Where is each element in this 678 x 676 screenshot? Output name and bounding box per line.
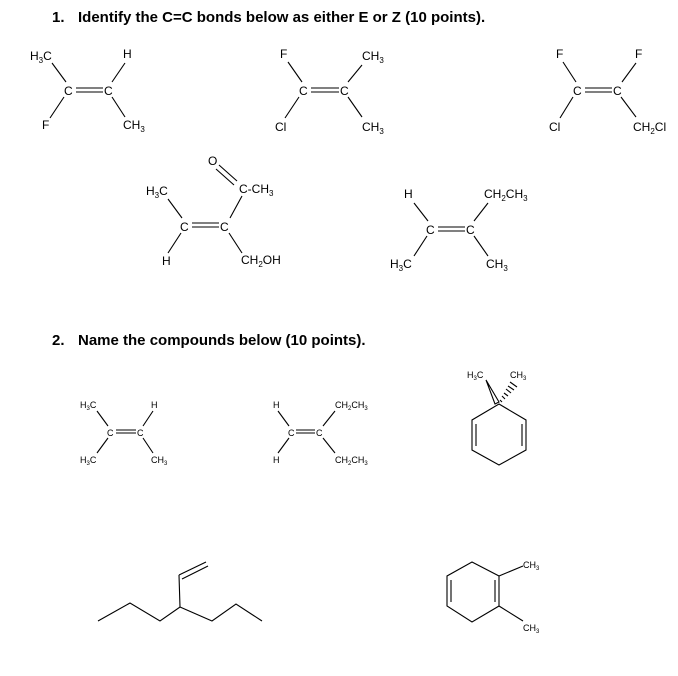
- vinyl-double-b: [182, 566, 208, 579]
- label-c2: C: [340, 84, 349, 98]
- question-2-text: Name the compounds below (10 points).: [78, 332, 366, 349]
- label-c1: C: [288, 428, 295, 438]
- bond: [474, 236, 488, 256]
- label-ch2ch3: $CH_2CH_3$: [335, 455, 368, 467]
- q1-molecule-2: [275, 47, 384, 136]
- bond: [278, 411, 289, 426]
- ring: [447, 562, 499, 622]
- label-h3c: $H_3C$: [467, 370, 484, 382]
- label-ch3: $CH_3$: [486, 257, 508, 273]
- carbonyl-b: [216, 169, 234, 185]
- bond: [414, 236, 427, 256]
- bond: [112, 63, 125, 82]
- bond: [168, 199, 182, 218]
- label-c1: C: [573, 84, 582, 98]
- label-c2: C: [220, 220, 229, 234]
- label-c2: C: [613, 84, 622, 98]
- bond: [229, 233, 242, 253]
- bond: [97, 438, 108, 453]
- bond: [288, 62, 302, 82]
- label-h3c: $H_3C$: [30, 49, 52, 65]
- label-c1: C: [107, 428, 114, 438]
- label-f: F: [635, 47, 643, 61]
- bond: [348, 97, 362, 117]
- label-f: F: [280, 47, 288, 61]
- label-ch3: $CH_3$: [362, 49, 384, 65]
- label-c1: C: [426, 223, 435, 237]
- label-f: F: [556, 47, 564, 61]
- question-1-text: Identify the C=C bonds below as either E or Z (10 points).: [78, 9, 486, 26]
- bond: [97, 411, 108, 426]
- methyl-bond: [499, 566, 523, 576]
- label-c1: C: [64, 84, 73, 98]
- question-2-number: 2.: [52, 332, 65, 349]
- bond: [143, 411, 153, 426]
- label-o: O: [208, 154, 218, 168]
- label-cl: Cl: [549, 120, 561, 134]
- q1-molecule-4: [146, 154, 281, 269]
- label-h3c: $H_3C$: [80, 400, 97, 412]
- q2-molecule-1: [80, 400, 168, 467]
- bond: [621, 97, 636, 117]
- label-ch3: $CH_3$: [523, 623, 540, 635]
- q1-molecule-1: [30, 47, 145, 134]
- label-c2: C: [316, 428, 323, 438]
- bond: [622, 63, 636, 82]
- label-h: H: [162, 254, 171, 268]
- methyl-bond: [499, 606, 523, 621]
- q2-molecule-3: [467, 370, 527, 465]
- q2-molecule-4: [98, 562, 262, 621]
- bond: [560, 97, 573, 118]
- q1-molecule-3: [549, 47, 666, 136]
- q2-molecule-2: [273, 400, 368, 467]
- branch-bond: [179, 575, 180, 607]
- bond: [474, 203, 488, 221]
- label-h3c: $H_3C$: [146, 184, 168, 200]
- bond: [414, 203, 428, 221]
- label-c2: C: [104, 84, 113, 98]
- bond: [285, 97, 299, 118]
- label-ch2oh: $CH_2OH$: [241, 253, 281, 269]
- label-h: H: [273, 455, 280, 465]
- label-h: H: [123, 47, 132, 61]
- bond: [563, 62, 576, 82]
- bond: [348, 65, 362, 82]
- bond: [52, 63, 66, 82]
- hash-bond: [500, 382, 517, 402]
- label-ch2ch3: $CH_2CH_3$: [484, 187, 528, 203]
- label-h3c: $H_3C$: [390, 257, 412, 273]
- bond: [50, 97, 64, 118]
- label-ch3: $CH_3$: [362, 120, 384, 136]
- bond: [323, 438, 335, 453]
- bond: [230, 196, 242, 218]
- label-c2: C: [137, 428, 144, 438]
- label-h3c: $H_3C$: [80, 455, 97, 467]
- label-h: H: [273, 400, 280, 410]
- label-h: H: [151, 400, 158, 410]
- q1-molecule-5: [390, 187, 528, 273]
- label-c1: C: [180, 220, 189, 234]
- bond: [112, 97, 125, 117]
- bond: [323, 411, 335, 426]
- question-1-number: 1.: [52, 9, 65, 26]
- label-ch3: $CH_3$: [123, 118, 145, 134]
- label-c1: C: [299, 84, 308, 98]
- wedge-bond: [486, 380, 499, 404]
- label-ch2cl: $CH_2Cl$: [633, 120, 667, 136]
- bond: [278, 438, 289, 453]
- bond: [168, 233, 181, 253]
- label-ch3: $CH_3$: [151, 455, 168, 467]
- label-h: H: [404, 187, 413, 201]
- carbonyl-a: [219, 165, 237, 181]
- label-f: F: [42, 118, 50, 132]
- bond: [143, 438, 153, 453]
- label-cl: Cl: [275, 120, 287, 134]
- q2-molecule-5: [447, 560, 540, 635]
- label-ch3: $CH_3$: [523, 560, 540, 572]
- label-c2: C: [466, 223, 475, 237]
- label-ch2ch3: $CH_2CH_3$: [335, 400, 368, 412]
- ring: [472, 404, 526, 465]
- label-ch3: $CH_3$: [510, 370, 527, 382]
- label-c-ch3: $C-CH_3$: [239, 182, 274, 198]
